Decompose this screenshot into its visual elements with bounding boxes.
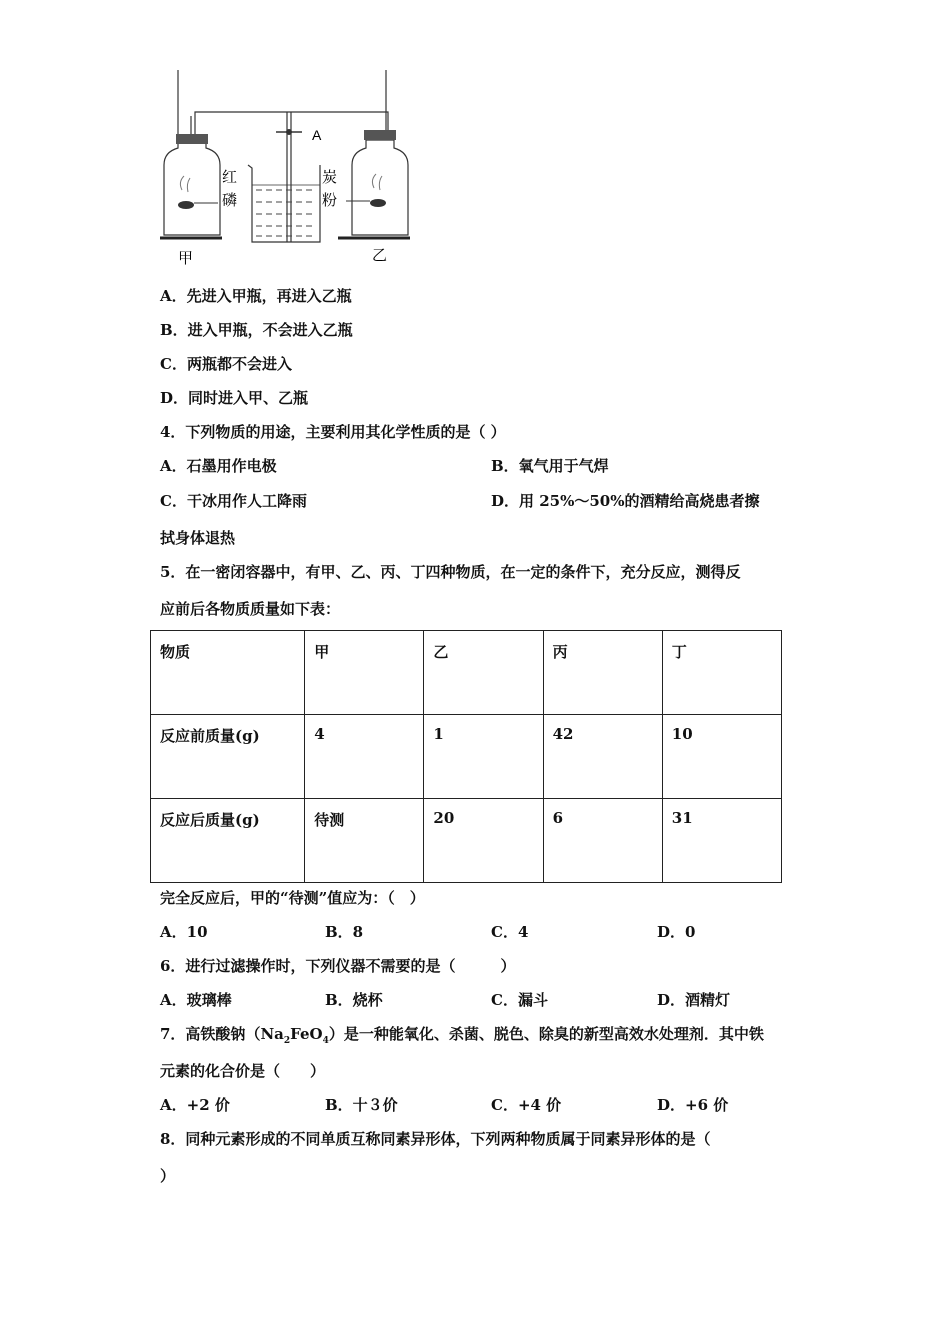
left-substance-label-1: 红 [222,169,238,186]
q6-option-a: A．玻璃棒 [160,991,232,1009]
q6-stem: 6．进行过滤操作时，下列仪器不需要的是（ ） [160,957,516,975]
q7-stem-line2: 元素的化合价是（ ） [160,1062,326,1080]
left-stopper [176,134,208,144]
table-cell: 4 [305,715,424,799]
q6-option-d: D．酒精灯 [657,991,731,1009]
q5-stem-line1: 5．在一密闭容器中，有甲、乙、丙、丁四种物质，在一定的条件下，充分反应，测得反 [160,563,741,581]
beaker [248,165,320,242]
table-row [151,799,782,883]
q5-option-a: A．10 [160,923,208,941]
apparatus-diagram [150,70,430,270]
left-bottle [164,140,220,235]
mass-table [150,630,782,883]
right-stopper [364,130,396,140]
q4-option-c: C．干冰用作人工降雨 [160,492,307,510]
q8-stem-line2: ） [160,1167,176,1185]
clamp-label: A [312,127,322,143]
q7-option-c: C．+4 价 [491,1096,562,1114]
table-cell: 20 [424,799,543,883]
table-cell: 反应前质量(g) [151,715,305,799]
q4-option-a: A．石墨用作电极 [160,457,277,475]
left-spoon [178,201,194,209]
q5-option-b: B．8 [325,923,364,941]
q7-option-b: B．十３价 [325,1096,398,1114]
q4-option-d-continued: 拭身体退热 [160,529,236,547]
q4-option-d: D．用 25%～50%的酒精给高烧患者擦 [491,492,760,510]
table-header-cell: 丙 [543,631,662,715]
q6-option-b: B．烧杯 [325,991,383,1009]
table-header-row [151,631,782,715]
table-cell: 42 [543,715,662,799]
q7-stem: 7．高铁酸钠$(Na_2FeO_4)$是一种能氧化、杀菌、脱色、除臭的新型高效水处理剂．其中铁 [160,1025,764,1046]
left-bottle-label: 甲 [178,250,194,267]
table-cell: 待测 [305,799,424,883]
q3-option-c: C．两瓶都不会进入 [160,355,292,373]
table-header-cell: 甲 [305,631,424,715]
q3-option-a: A．先进入甲瓶，再进入乙瓶 [160,287,352,305]
q4-stem: 4．下列物质的用途，主要利用其化学性质的是（ ） [160,423,506,441]
table-header-cell: 乙 [424,631,543,715]
q5-stem-line2: 应前后各物质质量如下表： [160,600,341,618]
q6-option-c: C．漏斗 [491,991,548,1009]
q5-option-d: D．0 [657,923,696,941]
table-cell: 10 [662,715,781,799]
table-header-cell: 丁 [662,631,781,715]
q3-option-b: B．进入甲瓶，不会进入乙瓶 [160,321,353,339]
table-row [151,715,782,799]
right-substance-label-1: 炭 [322,169,338,186]
q4-option-b: B．氧气用于气焊 [491,457,609,475]
table-cell: 6 [543,799,662,883]
q5-question: 完全反应后，甲的“待测”值应为：（ ） [160,889,425,907]
right-spoon [370,199,386,207]
q8-stem: 8．同种元素形成的不同单质互称同素异形体，下列两种物质属于同素异形体的是（ [160,1130,711,1148]
left-substance-label-2: 磷 [222,192,238,209]
right-bottle-label: 乙 [372,247,388,264]
q7-option-a: A．+2 价 [160,1096,230,1114]
table-cell: 1 [424,715,543,799]
table-cell: 31 [662,799,781,883]
table-cell: 反应后质量(g) [151,799,305,883]
q3-option-d: D．同时进入甲、乙瓶 [160,389,309,407]
table-header-cell: 物质 [151,631,305,715]
right-substance-label-2: 粉 [322,192,338,209]
q5-option-c: C．4 [491,923,529,941]
q7-option-d: D．+6 价 [657,1096,729,1114]
